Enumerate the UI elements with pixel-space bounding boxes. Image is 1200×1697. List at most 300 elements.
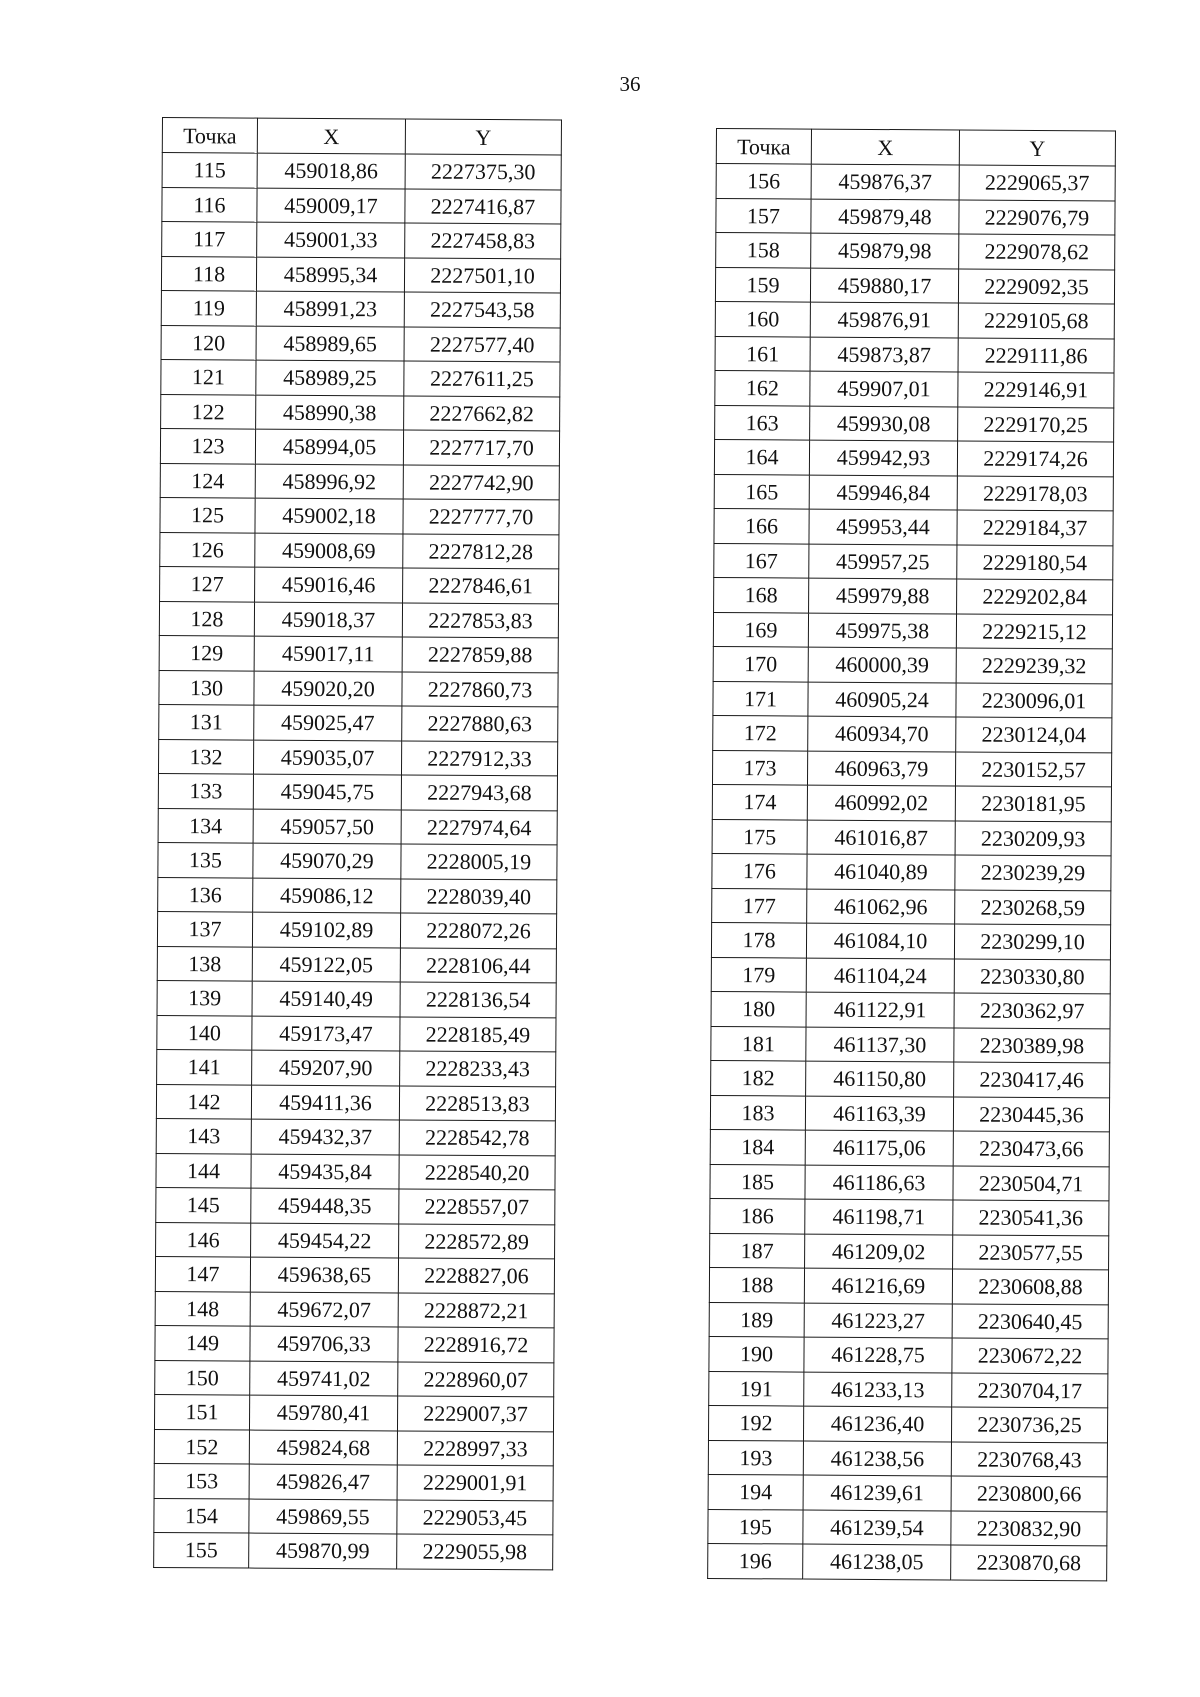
y-cell: 2228997,33 bbox=[397, 1430, 553, 1465]
y-cell: 2230299,10 bbox=[954, 924, 1110, 959]
table-row bbox=[713, 612, 1112, 649]
table-row bbox=[710, 1129, 1109, 1166]
y-cell: 2229078,62 bbox=[959, 234, 1115, 269]
y-cell: 2227912,33 bbox=[401, 740, 557, 775]
x-cell: 459873,87 bbox=[810, 337, 958, 372]
x-cell: 461223,27 bbox=[804, 1303, 952, 1338]
x-cell: 459953,44 bbox=[809, 509, 957, 544]
x-cell: 459018,37 bbox=[254, 602, 402, 637]
coordinates-table-right bbox=[707, 128, 1116, 1581]
table-row bbox=[715, 370, 1114, 407]
table-row bbox=[161, 325, 560, 362]
y-cell: 2230577,55 bbox=[953, 1234, 1109, 1269]
point-cell: 158 bbox=[716, 233, 811, 268]
point-cell: 171 bbox=[713, 681, 808, 716]
table-row bbox=[155, 1291, 554, 1328]
x-cell: 461216,69 bbox=[804, 1268, 952, 1303]
table-row bbox=[711, 957, 1110, 994]
y-cell: 2227777,70 bbox=[403, 499, 559, 534]
point-cell: 161 bbox=[715, 336, 810, 371]
y-cell: 2227853,83 bbox=[402, 602, 558, 637]
table-row bbox=[710, 1233, 1109, 1270]
y-cell: 2230096,01 bbox=[956, 682, 1112, 717]
point-cell: 115 bbox=[162, 153, 257, 188]
y-cell: 2230330,80 bbox=[954, 958, 1110, 993]
table-row bbox=[714, 508, 1113, 545]
table-row bbox=[154, 1429, 553, 1466]
y-cell: 2230640,45 bbox=[952, 1303, 1108, 1338]
y-cell: 2230672,22 bbox=[952, 1338, 1108, 1373]
x-cell: 461238,56 bbox=[803, 1441, 951, 1476]
y-cell: 2229170,25 bbox=[958, 406, 1114, 441]
table-row bbox=[161, 359, 560, 396]
x-cell: 460992,02 bbox=[807, 785, 955, 820]
y-cell: 2229111,86 bbox=[958, 337, 1114, 372]
table-row bbox=[155, 1325, 554, 1362]
x-cell: 461175,06 bbox=[805, 1130, 953, 1165]
y-cell: 2228827,06 bbox=[398, 1258, 554, 1293]
table-row bbox=[159, 601, 558, 638]
point-cell: 142 bbox=[156, 1084, 251, 1119]
x-cell: 459946,84 bbox=[809, 475, 957, 510]
x-cell: 459824,68 bbox=[249, 1430, 397, 1465]
y-cell: 2230473,66 bbox=[953, 1131, 1109, 1166]
point-cell: 179 bbox=[711, 957, 806, 992]
table-row bbox=[712, 853, 1111, 890]
y-cell: 2230541,36 bbox=[953, 1200, 1109, 1235]
x-cell: 461239,54 bbox=[803, 1510, 951, 1545]
y-cell: 2229178,03 bbox=[957, 475, 1113, 510]
x-cell: 461040,89 bbox=[807, 854, 955, 889]
point-cell: 121 bbox=[161, 359, 256, 394]
table-row bbox=[709, 1371, 1108, 1408]
table-row bbox=[154, 1394, 553, 1431]
x-cell: 461198,71 bbox=[805, 1199, 953, 1234]
x-cell: 459826,47 bbox=[249, 1464, 397, 1499]
table-row bbox=[711, 991, 1110, 1028]
y-cell: 2230608,88 bbox=[952, 1269, 1108, 1304]
header-y: Y bbox=[959, 130, 1115, 166]
table-row bbox=[708, 1509, 1107, 1546]
table-row bbox=[156, 1187, 555, 1224]
table-row bbox=[716, 198, 1115, 235]
x-cell: 461209,02 bbox=[805, 1234, 953, 1269]
table-row bbox=[157, 1015, 556, 1052]
table-row bbox=[162, 222, 561, 259]
x-cell: 459706,33 bbox=[250, 1326, 398, 1361]
point-cell: 128 bbox=[159, 601, 254, 636]
table-row bbox=[156, 1222, 555, 1259]
x-cell: 458994,05 bbox=[255, 429, 403, 464]
header-point: Точка bbox=[162, 118, 257, 154]
point-cell: 150 bbox=[155, 1360, 250, 1395]
point-cell: 138 bbox=[157, 946, 252, 981]
point-cell: 170 bbox=[713, 646, 808, 681]
table-row bbox=[708, 1543, 1107, 1580]
x-cell: 459876,37 bbox=[811, 164, 959, 199]
table-row bbox=[710, 1095, 1109, 1132]
x-cell: 461062,96 bbox=[807, 889, 955, 924]
y-cell: 2228005,19 bbox=[401, 844, 557, 879]
x-cell: 459086,12 bbox=[253, 878, 401, 913]
point-cell: 180 bbox=[711, 991, 806, 1026]
y-cell: 2228106,44 bbox=[400, 947, 556, 982]
table-row bbox=[162, 153, 561, 190]
point-cell: 191 bbox=[709, 1371, 804, 1406]
y-cell: 2229180,54 bbox=[957, 544, 1113, 579]
table-row bbox=[710, 1198, 1109, 1235]
table-row bbox=[158, 773, 557, 810]
y-cell: 2227611,25 bbox=[404, 361, 560, 396]
table-row bbox=[711, 1026, 1110, 1063]
table-header bbox=[716, 129, 1115, 166]
table-row bbox=[714, 543, 1113, 580]
point-cell: 156 bbox=[716, 164, 811, 199]
point-cell: 139 bbox=[157, 980, 252, 1015]
x-cell: 461233,13 bbox=[804, 1372, 952, 1407]
y-cell: 2230268,59 bbox=[955, 889, 1111, 924]
y-cell: 2229007,37 bbox=[397, 1396, 553, 1431]
y-cell: 2230239,29 bbox=[955, 855, 1111, 890]
y-cell: 2228572,89 bbox=[399, 1223, 555, 1258]
point-cell: 151 bbox=[154, 1394, 249, 1429]
y-cell: 2230362,97 bbox=[954, 993, 1110, 1028]
table-row bbox=[708, 1440, 1107, 1477]
table-row bbox=[709, 1267, 1108, 1304]
y-cell: 2229239,32 bbox=[956, 648, 1112, 683]
y-cell: 2229076,79 bbox=[959, 199, 1115, 234]
table-row bbox=[155, 1360, 554, 1397]
x-cell: 459002,18 bbox=[255, 498, 403, 533]
y-cell: 2227742,90 bbox=[403, 464, 559, 499]
point-cell: 130 bbox=[159, 670, 254, 705]
y-cell: 2227846,61 bbox=[403, 568, 559, 603]
point-cell: 176 bbox=[712, 853, 807, 888]
table-row bbox=[713, 715, 1112, 752]
x-cell: 459020,20 bbox=[254, 671, 402, 706]
y-cell: 2227458,83 bbox=[405, 223, 561, 258]
table-row bbox=[161, 256, 560, 293]
y-cell: 2228960,07 bbox=[398, 1361, 554, 1396]
table-row bbox=[710, 1164, 1109, 1201]
y-cell: 2230181,95 bbox=[955, 786, 1111, 821]
x-cell: 459207,90 bbox=[252, 1050, 400, 1085]
x-cell: 459930,08 bbox=[810, 406, 958, 441]
point-cell: 195 bbox=[708, 1509, 803, 1544]
x-cell: 461236,40 bbox=[803, 1406, 951, 1441]
table-header bbox=[162, 118, 561, 155]
y-cell: 2228916,72 bbox=[398, 1327, 554, 1362]
point-cell: 182 bbox=[711, 1060, 806, 1095]
table-row bbox=[160, 428, 559, 465]
x-cell: 461016,87 bbox=[807, 820, 955, 855]
point-cell: 159 bbox=[715, 267, 810, 302]
point-cell: 144 bbox=[156, 1153, 251, 1188]
point-cell: 192 bbox=[708, 1405, 803, 1440]
y-cell: 2230870,68 bbox=[951, 1545, 1107, 1580]
y-cell: 2227543,58 bbox=[404, 292, 560, 327]
point-cell: 177 bbox=[712, 888, 807, 923]
y-cell: 2229053,45 bbox=[397, 1499, 553, 1534]
point-cell: 122 bbox=[161, 394, 256, 429]
point-cell: 124 bbox=[160, 463, 255, 498]
x-cell: 461228,75 bbox=[804, 1337, 952, 1372]
table-row bbox=[708, 1474, 1107, 1511]
table-row bbox=[711, 1060, 1110, 1097]
y-cell: 2230209,93 bbox=[955, 820, 1111, 855]
point-cell: 119 bbox=[161, 290, 256, 325]
x-cell: 459879,98 bbox=[811, 233, 959, 268]
y-cell: 2229105,68 bbox=[958, 303, 1114, 338]
table-row bbox=[712, 784, 1111, 821]
point-cell: 132 bbox=[158, 739, 253, 774]
table-row bbox=[715, 405, 1114, 442]
point-cell: 173 bbox=[712, 750, 807, 785]
table-row bbox=[160, 497, 559, 534]
table-row bbox=[161, 394, 560, 431]
x-cell: 460000,39 bbox=[808, 647, 956, 682]
x-cell: 460934,70 bbox=[808, 716, 956, 751]
coordinates-table-left bbox=[153, 117, 562, 1570]
x-cell: 461122,91 bbox=[806, 992, 954, 1027]
point-cell: 162 bbox=[715, 370, 810, 405]
x-cell: 461084,10 bbox=[806, 923, 954, 958]
y-cell: 2229055,98 bbox=[397, 1534, 553, 1569]
x-cell: 458995,34 bbox=[256, 257, 404, 292]
point-cell: 174 bbox=[712, 784, 807, 819]
table-row bbox=[711, 922, 1110, 959]
point-cell: 117 bbox=[162, 222, 257, 257]
x-cell: 459957,25 bbox=[809, 544, 957, 579]
table-row bbox=[157, 980, 556, 1017]
table-row bbox=[159, 704, 558, 741]
y-cell: 2230417,46 bbox=[954, 1062, 1110, 1097]
y-cell: 2228872,21 bbox=[398, 1292, 554, 1327]
point-cell: 160 bbox=[715, 301, 810, 336]
x-cell: 461150,80 bbox=[806, 1061, 954, 1096]
table-row bbox=[155, 1256, 554, 1293]
x-cell: 458996,92 bbox=[255, 464, 403, 499]
y-cell: 2227974,64 bbox=[401, 809, 557, 844]
y-cell: 2227416,87 bbox=[405, 188, 561, 223]
point-cell: 157 bbox=[716, 198, 811, 233]
x-cell: 459979,88 bbox=[809, 578, 957, 613]
table-row bbox=[157, 946, 556, 983]
y-cell: 2227860,73 bbox=[402, 671, 558, 706]
table-row bbox=[160, 532, 559, 569]
header-row bbox=[716, 129, 1115, 166]
point-cell: 147 bbox=[155, 1256, 250, 1291]
y-cell: 2227375,30 bbox=[405, 154, 561, 189]
y-cell: 2229092,35 bbox=[958, 268, 1114, 303]
y-cell: 2227880,63 bbox=[402, 706, 558, 741]
point-cell: 169 bbox=[713, 612, 808, 647]
y-cell: 2227501,10 bbox=[404, 257, 560, 292]
point-cell: 141 bbox=[157, 1049, 252, 1084]
table-row bbox=[161, 290, 560, 327]
x-cell: 458990,38 bbox=[256, 395, 404, 430]
x-cell: 461137,30 bbox=[806, 1027, 954, 1062]
y-cell: 2227662,82 bbox=[404, 395, 560, 430]
x-cell: 461186,63 bbox=[805, 1165, 953, 1200]
point-cell: 190 bbox=[709, 1336, 804, 1371]
table-row bbox=[714, 577, 1113, 614]
point-cell: 146 bbox=[156, 1222, 251, 1257]
point-cell: 164 bbox=[714, 439, 809, 474]
point-cell: 168 bbox=[714, 577, 809, 612]
table-row bbox=[160, 463, 559, 500]
x-cell: 459638,65 bbox=[250, 1257, 398, 1292]
x-cell: 461163,39 bbox=[805, 1096, 953, 1131]
point-cell: 125 bbox=[160, 497, 255, 532]
y-cell: 2227717,70 bbox=[403, 430, 559, 465]
table-row bbox=[712, 888, 1111, 925]
x-cell: 459009,17 bbox=[257, 188, 405, 223]
y-cell: 2228072,26 bbox=[400, 913, 556, 948]
x-cell: 459876,91 bbox=[810, 302, 958, 337]
x-cell: 461104,24 bbox=[806, 958, 954, 993]
x-cell: 459070,29 bbox=[253, 843, 401, 878]
x-cell: 459879,48 bbox=[811, 199, 959, 234]
table-row bbox=[157, 1049, 556, 1086]
table-row bbox=[162, 187, 561, 224]
x-cell: 459870,99 bbox=[249, 1533, 397, 1568]
x-cell: 459432,37 bbox=[251, 1119, 399, 1154]
point-cell: 131 bbox=[159, 704, 254, 739]
point-cell: 183 bbox=[710, 1095, 805, 1130]
point-cell: 172 bbox=[713, 715, 808, 750]
header-y: Y bbox=[405, 119, 561, 155]
point-cell: 116 bbox=[162, 187, 257, 222]
table-row bbox=[713, 681, 1112, 718]
y-cell: 2228557,07 bbox=[399, 1189, 555, 1224]
header-x: X bbox=[257, 118, 405, 154]
x-cell: 459907,01 bbox=[810, 371, 958, 406]
y-cell: 2230504,71 bbox=[953, 1165, 1109, 1200]
y-cell: 2228540,20 bbox=[399, 1154, 555, 1189]
point-cell: 189 bbox=[709, 1302, 804, 1337]
x-cell: 459045,75 bbox=[253, 774, 401, 809]
table-row bbox=[714, 474, 1113, 511]
y-cell: 2230389,98 bbox=[954, 1027, 1110, 1062]
point-cell: 153 bbox=[154, 1463, 249, 1498]
y-cell: 2227812,28 bbox=[403, 533, 559, 568]
x-cell: 459448,35 bbox=[251, 1188, 399, 1223]
x-cell: 459173,47 bbox=[252, 1016, 400, 1051]
table-row bbox=[716, 164, 1115, 201]
x-cell: 459025,47 bbox=[254, 705, 402, 740]
y-cell: 2229215,12 bbox=[956, 613, 1112, 648]
table-row bbox=[154, 1532, 553, 1569]
y-cell: 2230152,57 bbox=[955, 751, 1111, 786]
point-cell: 123 bbox=[160, 428, 255, 463]
y-cell: 2230768,43 bbox=[951, 1441, 1107, 1476]
y-cell: 2228542,78 bbox=[399, 1120, 555, 1155]
table-row bbox=[715, 336, 1114, 373]
table-row bbox=[713, 646, 1112, 683]
x-cell: 459102,89 bbox=[252, 912, 400, 947]
point-cell: 188 bbox=[709, 1267, 804, 1302]
point-cell: 178 bbox=[711, 922, 806, 957]
y-cell: 2230124,04 bbox=[956, 717, 1112, 752]
point-cell: 185 bbox=[710, 1164, 805, 1199]
y-cell: 2227859,88 bbox=[402, 637, 558, 672]
y-cell: 2230800,66 bbox=[951, 1476, 1107, 1511]
point-cell: 136 bbox=[158, 877, 253, 912]
x-cell: 459017,11 bbox=[254, 636, 402, 671]
table-body bbox=[154, 153, 562, 1570]
x-cell: 459008,69 bbox=[255, 533, 403, 568]
table-row bbox=[715, 301, 1114, 338]
y-cell: 2227577,40 bbox=[404, 326, 560, 361]
point-cell: 167 bbox=[714, 543, 809, 578]
point-cell: 166 bbox=[714, 508, 809, 543]
table-row bbox=[158, 877, 557, 914]
x-cell: 459001,33 bbox=[257, 222, 405, 257]
point-cell: 152 bbox=[154, 1429, 249, 1464]
header-row bbox=[162, 118, 561, 155]
point-cell: 154 bbox=[154, 1498, 249, 1533]
point-cell: 120 bbox=[161, 325, 256, 360]
point-cell: 165 bbox=[714, 474, 809, 509]
table-row bbox=[158, 808, 557, 845]
x-cell: 459780,41 bbox=[249, 1395, 397, 1430]
point-cell: 186 bbox=[710, 1198, 805, 1233]
y-cell: 2228233,43 bbox=[400, 1051, 556, 1086]
table-row bbox=[156, 1153, 555, 1190]
x-cell: 459672,07 bbox=[250, 1292, 398, 1327]
point-cell: 126 bbox=[160, 532, 255, 567]
point-cell: 175 bbox=[712, 819, 807, 854]
point-cell: 155 bbox=[154, 1532, 249, 1567]
y-cell: 2229001,91 bbox=[397, 1465, 553, 1500]
x-cell: 459035,07 bbox=[253, 740, 401, 775]
y-cell: 2228039,40 bbox=[401, 878, 557, 913]
table-row bbox=[709, 1302, 1108, 1339]
x-cell: 459057,50 bbox=[253, 809, 401, 844]
point-cell: 148 bbox=[155, 1291, 250, 1326]
point-cell: 143 bbox=[156, 1118, 251, 1153]
table-row bbox=[709, 1336, 1108, 1373]
y-cell: 2228513,83 bbox=[399, 1085, 555, 1120]
y-cell: 2227943,68 bbox=[401, 775, 557, 810]
table-row bbox=[714, 439, 1113, 476]
point-cell: 137 bbox=[157, 911, 252, 946]
point-cell: 193 bbox=[708, 1440, 803, 1475]
y-cell: 2229065,37 bbox=[959, 165, 1115, 200]
x-cell: 459869,55 bbox=[249, 1499, 397, 1534]
y-cell: 2228136,54 bbox=[400, 982, 556, 1017]
point-cell: 194 bbox=[708, 1474, 803, 1509]
y-cell: 2229146,91 bbox=[958, 372, 1114, 407]
y-cell: 2230736,25 bbox=[951, 1407, 1107, 1442]
point-cell: 196 bbox=[708, 1543, 803, 1578]
point-cell: 133 bbox=[158, 773, 253, 808]
table-row bbox=[157, 911, 556, 948]
point-cell: 145 bbox=[156, 1187, 251, 1222]
point-cell: 181 bbox=[711, 1026, 806, 1061]
x-cell: 459942,93 bbox=[809, 440, 957, 475]
table-row bbox=[159, 635, 558, 672]
y-cell: 2229184,37 bbox=[957, 510, 1113, 545]
y-cell: 2230445,36 bbox=[953, 1096, 1109, 1131]
table-row bbox=[160, 566, 559, 603]
x-cell: 458989,25 bbox=[256, 360, 404, 395]
y-cell: 2229202,84 bbox=[957, 579, 1113, 614]
x-cell: 458991,23 bbox=[256, 291, 404, 326]
y-cell: 2230832,90 bbox=[951, 1510, 1107, 1545]
point-cell: 184 bbox=[710, 1129, 805, 1164]
